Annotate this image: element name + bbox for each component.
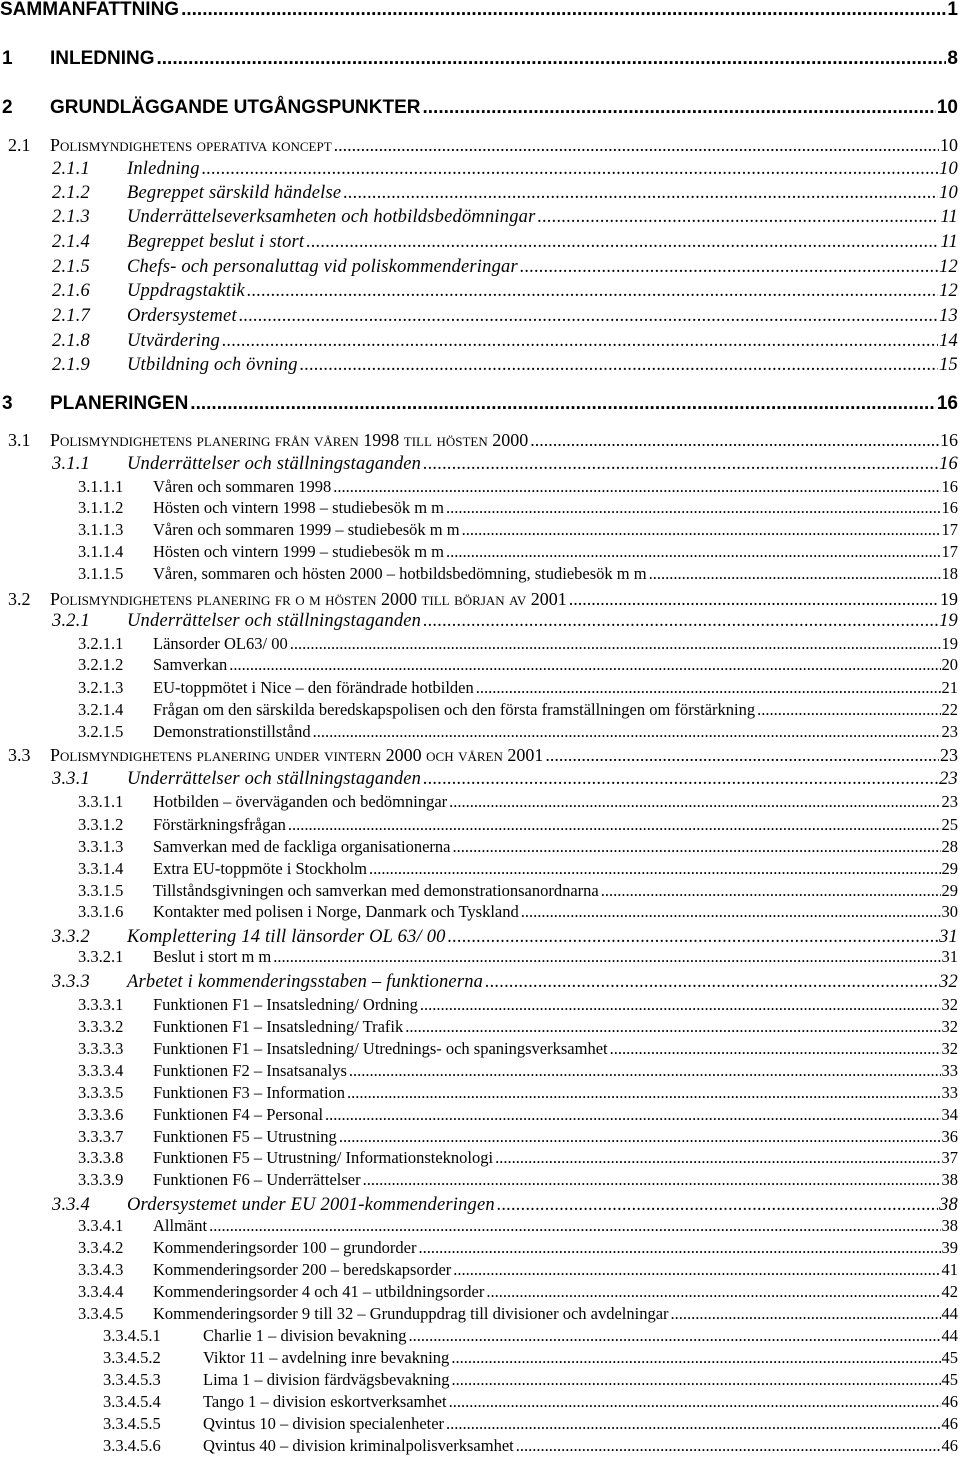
toc-entry[interactable] bbox=[0, 1306, 960, 1326]
toc-entry[interactable] bbox=[0, 332, 960, 352]
dot-leader bbox=[449, 794, 940, 811]
toc-entry-title: Våren och sommaren 1999 – studiebesök m m bbox=[153, 522, 460, 539]
dot-leader bbox=[446, 500, 940, 517]
dot-leader bbox=[334, 136, 939, 154]
dot-leader bbox=[420, 997, 941, 1014]
toc-entry-title: Kommenderingsorder 4 och 41 – utbildningsorder bbox=[153, 1284, 484, 1301]
toc-entry-title: Kontakter med polisen i Norge, Danmark och Tyskland bbox=[153, 904, 519, 921]
toc-entry-page: 44 bbox=[942, 1306, 960, 1323]
dot-leader bbox=[339, 1129, 941, 1146]
toc-entry-page: 28 bbox=[942, 839, 960, 856]
toc-entry-number: 3 bbox=[2, 394, 50, 413]
toc-entry[interactable] bbox=[0, 817, 960, 837]
toc-entry-page: 18 bbox=[942, 566, 960, 583]
toc-entry-page: 19 bbox=[940, 590, 960, 608]
dot-leader bbox=[239, 307, 938, 326]
toc-entry-title: Ordersystemet bbox=[127, 307, 237, 326]
toc-entry-title: Hösten och vintern 1999 – studiebesök m m bbox=[153, 544, 444, 561]
toc-entry-page: 31 bbox=[939, 928, 960, 947]
toc-entry-number: 3.1 bbox=[8, 431, 50, 449]
dot-leader bbox=[569, 590, 939, 608]
toc-entry-page: 36 bbox=[942, 1129, 960, 1146]
toc-entry[interactable] bbox=[0, 356, 960, 376]
toc-entry-number: 2.1.8 bbox=[52, 332, 127, 351]
toc-entry-number: 1 bbox=[2, 49, 50, 68]
toc-entry-number: 3.2.1.2 bbox=[78, 657, 153, 674]
toc-entry-title: Utvärdering bbox=[127, 332, 220, 351]
toc-entry-page: 22 bbox=[942, 702, 960, 719]
toc-entry[interactable] bbox=[0, 839, 960, 859]
toc-entry[interactable] bbox=[0, 1196, 960, 1216]
toc-entry-page: 11 bbox=[940, 233, 960, 252]
toc-entry-page: 38 bbox=[939, 1196, 960, 1215]
toc-entry-number: 3.3 bbox=[8, 746, 50, 764]
dot-leader bbox=[601, 883, 941, 900]
dot-leader bbox=[405, 1019, 940, 1036]
toc-entry[interactable] bbox=[0, 455, 960, 475]
toc-entry-title: PLANERINGEN bbox=[50, 394, 188, 413]
toc-entry[interactable] bbox=[0, 702, 960, 722]
toc-entry-number: 3.3.3.6 bbox=[78, 1107, 153, 1124]
dot-leader bbox=[462, 522, 941, 539]
toc-entry-page: 19 bbox=[939, 612, 960, 631]
dot-leader bbox=[451, 1350, 940, 1367]
dot-leader bbox=[610, 1041, 941, 1058]
toc-entry-page: 13 bbox=[939, 307, 960, 326]
dot-leader bbox=[325, 1107, 940, 1124]
toc-entry-page: 39 bbox=[942, 1240, 960, 1257]
toc-entry[interactable] bbox=[0, 208, 960, 228]
dot-leader bbox=[247, 282, 938, 301]
toc-entry-title: SAMMANFATTNING bbox=[0, 0, 179, 19]
toc-entry[interactable] bbox=[0, 184, 960, 204]
toc-entry[interactable] bbox=[0, 500, 960, 520]
toc-entry-page: 19 bbox=[942, 636, 960, 653]
toc-entry-page: 42 bbox=[942, 1284, 960, 1301]
toc-entry-number: 3.2.1 bbox=[52, 612, 127, 631]
toc-entry-page: 10 bbox=[939, 184, 960, 203]
toc-entry[interactable] bbox=[0, 1350, 960, 1370]
toc-entry-number: 3.3.3.2 bbox=[78, 1019, 153, 1036]
toc-entry-title: Funktionen F3 – Information bbox=[153, 1085, 345, 1102]
toc-entry-title: Samverkan bbox=[153, 657, 227, 674]
toc-entry-title: Förstärkningsfrågan bbox=[153, 817, 286, 834]
toc-entry-title: Inledning bbox=[127, 160, 200, 179]
toc-entry-title: Hotbilden – överväganden och bedömningar bbox=[153, 794, 447, 811]
toc-entry-title: Uppdragstaktik bbox=[127, 282, 245, 301]
toc-entry-number: 2.1.9 bbox=[52, 356, 127, 375]
toc-entry-title: Hösten och vintern 1998 – studiebesök m m bbox=[153, 500, 444, 517]
toc-entry-title: Funktionen F1 – Insatsledning/ Ordning bbox=[153, 997, 418, 1014]
toc-entry-title: Underrättelser och ställningstaganden bbox=[127, 612, 421, 631]
dot-leader bbox=[448, 928, 938, 947]
toc-entry-title: Tango 1 – division eskortverksamhet bbox=[203, 1394, 447, 1411]
toc-entry-page: 37 bbox=[942, 1150, 960, 1167]
toc-entry-title: Qvintus 40 – division kriminalpolisverksamhet bbox=[203, 1438, 514, 1455]
toc-entry-number: 3.3.4.5.4 bbox=[103, 1394, 203, 1411]
dot-leader bbox=[423, 455, 938, 474]
dot-leader bbox=[449, 1394, 941, 1411]
toc-entry-number: 3.3.3.8 bbox=[78, 1150, 153, 1167]
dot-leader bbox=[423, 612, 938, 631]
toc-entry-page: 33 bbox=[942, 1063, 960, 1080]
toc-entry[interactable] bbox=[0, 590, 960, 610]
toc-entry-page: 45 bbox=[942, 1350, 960, 1367]
toc-entry-title: Våren, sommaren och hösten 2000 – hotbildsbedömning, studiebesök m m bbox=[153, 566, 647, 583]
toc-entry-number: 3.3.4.5.6 bbox=[103, 1438, 203, 1455]
toc-entry-number: 3.2.1.3 bbox=[78, 680, 153, 697]
toc-entry-title: Chefs- och personaluttag vid poliskommenderingar bbox=[127, 258, 518, 277]
toc-entry-number: 3.1.1.1 bbox=[78, 479, 153, 496]
toc-entry-title: Polismyndighetens planering under vintern 2000 och våren 2001 bbox=[50, 746, 543, 764]
toc-entry-title: Polismyndighetens planering fr o m hösten 2000 till början av 2001 bbox=[50, 590, 567, 608]
toc-entry-title: Begreppet beslut i stort bbox=[127, 233, 304, 252]
toc-entry[interactable] bbox=[0, 928, 960, 948]
toc-entry-number: 3.3.4.4 bbox=[78, 1284, 153, 1301]
toc-entry-page: 10 bbox=[939, 160, 960, 179]
toc-entry[interactable] bbox=[0, 904, 960, 924]
toc-entry-title: Extra EU-toppmöte i Stockholm bbox=[153, 861, 367, 878]
toc-entry-page: 29 bbox=[942, 861, 960, 878]
toc-entry-number: 3.3.2.1 bbox=[78, 949, 153, 966]
dot-leader bbox=[288, 817, 941, 834]
toc-entry[interactable] bbox=[0, 1284, 960, 1304]
dot-leader bbox=[290, 636, 941, 653]
toc-entry-title: Polismyndighetens planering från våren 1998 till hösten 2000 bbox=[50, 431, 528, 449]
dot-leader bbox=[369, 861, 940, 878]
toc-entry-page: 23 bbox=[940, 746, 960, 764]
toc-entry-page: 32 bbox=[942, 1019, 960, 1036]
toc-entry-number: 2 bbox=[2, 98, 50, 117]
toc-entry[interactable] bbox=[0, 636, 960, 656]
toc-entry-title: Begreppet särskild händelse bbox=[127, 184, 341, 203]
toc-entry-page: 44 bbox=[942, 1328, 960, 1345]
toc-entry-number: 3.3.3.9 bbox=[78, 1172, 153, 1189]
toc-entry-page: 17 bbox=[942, 522, 960, 539]
toc-entry[interactable] bbox=[0, 307, 960, 327]
toc-entry-number: 3.2.1.1 bbox=[78, 636, 153, 653]
toc-entry[interactable] bbox=[0, 680, 960, 700]
toc-entry[interactable] bbox=[0, 566, 960, 586]
toc-entry-number: 3.1.1 bbox=[52, 455, 127, 474]
toc-entry-title: Utbildning och övning bbox=[127, 356, 298, 375]
toc-entry-page: 16 bbox=[937, 394, 960, 413]
toc-entry[interactable] bbox=[0, 949, 960, 969]
toc-entry-page: 30 bbox=[942, 904, 960, 921]
toc-entry[interactable] bbox=[0, 997, 960, 1017]
dot-leader bbox=[520, 258, 938, 277]
toc-entry-page: 10 bbox=[937, 98, 960, 117]
toc-entry[interactable] bbox=[0, 160, 960, 180]
toc-entry-title: Komplettering 14 till länsorder OL 63/ 00 bbox=[127, 928, 446, 947]
toc-entry-number: 2.1 bbox=[8, 136, 50, 154]
toc-entry-number: 3.3.4.5.1 bbox=[103, 1328, 203, 1345]
dot-leader bbox=[423, 98, 936, 117]
toc-entry-number: 3.3.4.5.2 bbox=[103, 1350, 203, 1367]
toc-entry-title: Underrättelser och ställningstaganden bbox=[127, 455, 421, 474]
dot-leader bbox=[343, 184, 938, 203]
dot-leader bbox=[497, 1196, 938, 1215]
toc-entry-title: Funktionen F1 – Insatsledning/ Utrednings- och spaningsverksamhet bbox=[153, 1041, 608, 1058]
toc-entry[interactable] bbox=[0, 522, 960, 542]
dot-leader bbox=[446, 1416, 940, 1433]
toc-entry-title: Polismyndighetens operativa koncept bbox=[50, 136, 332, 154]
toc-entry[interactable] bbox=[0, 0, 960, 20]
toc-entry-title: GRUNDLÄGGANDE UTGÅNGSPUNKTER bbox=[50, 98, 421, 117]
toc-entry-number: 3.1.1.4 bbox=[78, 544, 153, 561]
toc-entry-page: 32 bbox=[939, 973, 960, 992]
toc-entry-page: 8 bbox=[947, 49, 960, 68]
dot-leader bbox=[516, 1438, 941, 1455]
dot-leader bbox=[333, 479, 940, 496]
toc-entry-page: 17 bbox=[942, 544, 960, 561]
toc-entry-number: 3.3.3.4 bbox=[78, 1063, 153, 1080]
toc-entry-title: EU-toppmötet i Nice – den förändrade hotbilden bbox=[153, 680, 474, 697]
dot-leader bbox=[313, 724, 941, 741]
toc-entry-title: Kommenderingsorder 200 – beredskapsorder bbox=[153, 1262, 451, 1279]
toc-entry-page: 16 bbox=[939, 455, 960, 474]
toc-entry-page: 14 bbox=[939, 332, 960, 351]
toc-entry-number: 3.2.1.5 bbox=[78, 724, 153, 741]
toc-entry[interactable] bbox=[0, 1262, 960, 1282]
toc-entry-page: 23 bbox=[939, 770, 960, 789]
toc-entry-number: 3.3.1.4 bbox=[78, 861, 153, 878]
toc-entry-page: 25 bbox=[942, 817, 960, 834]
toc-entry-number: 3.1.1.3 bbox=[78, 522, 153, 539]
toc-entry-title: Ordersystemet under EU 2001-kommenderingen bbox=[127, 1196, 495, 1215]
dot-leader bbox=[453, 839, 941, 856]
toc-entry-page: 41 bbox=[942, 1262, 960, 1279]
toc-entry-page: 38 bbox=[942, 1218, 960, 1235]
toc-entry-page: 23 bbox=[942, 794, 960, 811]
toc-entry-page: 31 bbox=[942, 949, 960, 966]
dot-leader bbox=[671, 1306, 941, 1323]
dot-leader bbox=[418, 1240, 940, 1257]
toc-entry[interactable] bbox=[0, 861, 960, 881]
toc-entry[interactable] bbox=[0, 544, 960, 564]
toc-entry-number: 2.1.6 bbox=[52, 282, 127, 301]
toc-entry[interactable] bbox=[0, 746, 960, 766]
toc-entry[interactable] bbox=[0, 1063, 960, 1083]
toc-entry[interactable] bbox=[0, 1328, 960, 1348]
toc-entry-number: 3.2 bbox=[8, 590, 50, 608]
toc-entry[interactable] bbox=[0, 1172, 960, 1192]
dot-leader bbox=[229, 657, 940, 674]
toc-entry-number: 3.3.4.3 bbox=[78, 1262, 153, 1279]
dot-leader bbox=[408, 1328, 940, 1345]
dot-leader bbox=[476, 680, 941, 697]
toc-entry-page: 16 bbox=[942, 479, 960, 496]
toc-entry-title: Samverkan med de fackliga organisationerna bbox=[153, 839, 451, 856]
dot-leader bbox=[363, 1172, 941, 1189]
toc-entry-title: Underrättelser och ställningstaganden bbox=[127, 770, 421, 789]
toc-entry[interactable] bbox=[0, 49, 960, 69]
toc-entry-page: 46 bbox=[942, 1416, 960, 1433]
toc-entry-page: 32 bbox=[942, 997, 960, 1014]
toc-entry-page: 15 bbox=[939, 356, 960, 375]
toc-entry[interactable] bbox=[0, 282, 960, 302]
toc-entry[interactable] bbox=[0, 794, 960, 814]
toc-entry-title: Funktionen F5 – Utrustning/ Informationsteknologi bbox=[153, 1150, 493, 1167]
toc-entry-title: Arbetet i kommenderingsstaben – funktionerna bbox=[127, 973, 483, 992]
toc-entry-title: Qvintus 10 – division specialenheter bbox=[203, 1416, 444, 1433]
toc-entry-title: Länsorder OL63/ 00 bbox=[153, 636, 288, 653]
toc-entry[interactable] bbox=[0, 1416, 960, 1436]
dot-leader bbox=[453, 1262, 940, 1279]
toc-entry-page: 34 bbox=[942, 1107, 960, 1124]
toc-entry-number: 3.3.1.2 bbox=[78, 817, 153, 834]
toc-entry-page: 23 bbox=[942, 724, 960, 741]
toc-entry-title: Tillståndsgivningen och samverkan med demonstrationsanordnarna bbox=[153, 883, 599, 900]
toc-entry-number: 3.3.3.7 bbox=[78, 1129, 153, 1146]
toc-entry[interactable] bbox=[0, 1372, 960, 1392]
toc-entry[interactable] bbox=[0, 724, 960, 744]
toc-entry[interactable] bbox=[0, 1107, 960, 1127]
toc-entry-number: 3.1.1.2 bbox=[78, 500, 153, 517]
dot-leader bbox=[757, 702, 940, 719]
toc-entry-number: 3.3.4.5.5 bbox=[103, 1416, 203, 1433]
toc-entry-page: 20 bbox=[942, 657, 960, 674]
dot-leader bbox=[538, 208, 940, 227]
toc-entry-page: 12 bbox=[939, 258, 960, 277]
toc-entry-number: 3.3.1.5 bbox=[78, 883, 153, 900]
toc-entry[interactable] bbox=[0, 136, 960, 156]
toc-entry[interactable] bbox=[0, 1129, 960, 1149]
toc-entry-number: 2.1.4 bbox=[52, 233, 127, 252]
dot-leader bbox=[157, 49, 947, 68]
dot-leader bbox=[300, 356, 938, 375]
toc-entry-page: 32 bbox=[942, 1041, 960, 1058]
toc-entry[interactable] bbox=[0, 394, 960, 414]
dot-leader bbox=[209, 1218, 940, 1235]
toc-entry-page: 29 bbox=[942, 883, 960, 900]
toc-entry[interactable] bbox=[0, 258, 960, 278]
toc-entry-title: Frågan om den särskilda beredskapspolisen och den första framställningen om förstärkning bbox=[153, 702, 755, 719]
dot-leader bbox=[181, 0, 946, 19]
toc-entry-number: 2.1.7 bbox=[52, 307, 127, 326]
toc-entry-number: 3.3.4.2 bbox=[78, 1240, 153, 1257]
dot-leader bbox=[423, 770, 938, 789]
dot-leader bbox=[190, 394, 936, 413]
dot-leader bbox=[649, 566, 941, 583]
toc-entry-title: Beslut i stort m m bbox=[153, 949, 271, 966]
toc-entry-title: Funktionen F5 – Utrustning bbox=[153, 1129, 337, 1146]
toc-entry-number: 3.3.4.5.3 bbox=[103, 1372, 203, 1389]
toc-entry-title: Kommenderingsorder 100 – grundorder bbox=[153, 1240, 416, 1257]
toc-entry[interactable] bbox=[0, 657, 960, 677]
toc-entry[interactable] bbox=[0, 1019, 960, 1039]
toc-entry-title: Charlie 1 – division bevakning bbox=[203, 1328, 406, 1345]
toc-entry[interactable] bbox=[0, 1438, 960, 1458]
toc-entry[interactable] bbox=[0, 1218, 960, 1238]
toc-entry-title: INLEDNING bbox=[50, 49, 155, 68]
dot-leader bbox=[222, 332, 938, 351]
toc-entry-number: 3.3.3.1 bbox=[78, 997, 153, 1014]
dot-leader bbox=[273, 949, 940, 966]
toc-entry-number: 3.3.1 bbox=[52, 770, 127, 789]
toc-entry-title: Funktionen F6 – Underrättelser bbox=[153, 1172, 361, 1189]
toc-entry[interactable] bbox=[0, 770, 960, 790]
toc-entry-page: 16 bbox=[942, 500, 960, 517]
toc-entry-title: Underrättelseverksamheten och hotbildsbedömningar bbox=[127, 208, 536, 227]
dot-leader bbox=[306, 233, 939, 252]
toc-entry-number: 3.3.3.3 bbox=[78, 1041, 153, 1058]
dot-leader bbox=[485, 973, 938, 992]
toc-entry[interactable] bbox=[0, 1085, 960, 1105]
toc-entry-page: 11 bbox=[940, 208, 960, 227]
toc-entry[interactable] bbox=[0, 479, 960, 499]
toc-entry[interactable] bbox=[0, 1394, 960, 1414]
toc-entry-page: 16 bbox=[940, 431, 960, 449]
toc-entry-title: Allmänt bbox=[153, 1218, 207, 1235]
toc-entry-title: Våren och sommaren 1998 bbox=[153, 479, 331, 496]
toc-entry-title: Funktionen F2 – Insatsanalys bbox=[153, 1063, 347, 1080]
toc-entry-number: 3.3.3 bbox=[52, 973, 127, 992]
toc-entry-number: 3.3.1.6 bbox=[78, 904, 153, 921]
toc-entry-number: 3.3.4.5 bbox=[78, 1306, 153, 1323]
toc-entry-number: 2.1.3 bbox=[52, 208, 127, 227]
toc-entry[interactable] bbox=[0, 973, 960, 993]
toc-entry-number: 3.1.1.5 bbox=[78, 566, 153, 583]
toc-entry-number: 3.3.4 bbox=[52, 1196, 127, 1215]
toc-entry[interactable] bbox=[0, 1041, 960, 1061]
dot-leader bbox=[349, 1063, 941, 1080]
toc-entry-number: 2.1.5 bbox=[52, 258, 127, 277]
toc-entry[interactable] bbox=[0, 883, 960, 903]
toc-entry-title: Lima 1 – division färdvägsbevakning bbox=[203, 1372, 450, 1389]
dot-leader bbox=[446, 544, 940, 561]
toc-entry-title: Kommenderingsorder 9 till 32 – Grunduppdrag till divisioner och avdelningar bbox=[153, 1306, 669, 1323]
dot-leader bbox=[452, 1372, 941, 1389]
toc-entry-number: 3.3.3.5 bbox=[78, 1085, 153, 1102]
toc-entry-page: 1 bbox=[947, 0, 960, 19]
dot-leader bbox=[530, 431, 939, 449]
dot-leader bbox=[347, 1085, 940, 1102]
toc-entry-number: 2.1.2 bbox=[52, 184, 127, 203]
toc-entry-title: Viktor 11 – avdelning inre bevakning bbox=[203, 1350, 449, 1367]
toc-entry[interactable] bbox=[0, 612, 960, 632]
toc-entry-number: 3.3.1.3 bbox=[78, 839, 153, 856]
dot-leader bbox=[545, 746, 939, 764]
toc-entry-number: 2.1.1 bbox=[52, 160, 127, 179]
toc-entry-number: 3.3.2 bbox=[52, 928, 127, 947]
toc-entry[interactable] bbox=[0, 1150, 960, 1170]
toc-entry[interactable] bbox=[0, 1240, 960, 1260]
toc-entry-title: Demonstrationstillstånd bbox=[153, 724, 311, 741]
dot-leader bbox=[521, 904, 941, 921]
toc-entry[interactable] bbox=[0, 233, 960, 253]
toc-entry-page: 46 bbox=[942, 1438, 960, 1455]
toc-entry-title: Funktionen F4 – Personal bbox=[153, 1107, 323, 1124]
toc-entry-page: 33 bbox=[942, 1085, 960, 1102]
toc-entry-number: 3.3.4.1 bbox=[78, 1218, 153, 1235]
dot-leader bbox=[495, 1150, 940, 1167]
toc-entry[interactable] bbox=[0, 98, 960, 118]
toc-entry-number: 3.2.1.4 bbox=[78, 702, 153, 719]
toc-entry-page: 45 bbox=[942, 1372, 960, 1389]
toc-entry[interactable] bbox=[0, 431, 960, 451]
toc-entry-title: Funktionen F1 – Insatsledning/ Trafik bbox=[153, 1019, 403, 1036]
toc-entry-page: 21 bbox=[942, 680, 960, 697]
toc-entry-page: 38 bbox=[942, 1172, 960, 1189]
toc-entry-page: 12 bbox=[939, 282, 960, 301]
toc-entry-page: 10 bbox=[940, 136, 960, 154]
dot-leader bbox=[486, 1284, 940, 1301]
toc-entry-number: 3.3.1.1 bbox=[78, 794, 153, 811]
toc-entry-page: 46 bbox=[942, 1394, 960, 1411]
dot-leader bbox=[202, 160, 938, 179]
